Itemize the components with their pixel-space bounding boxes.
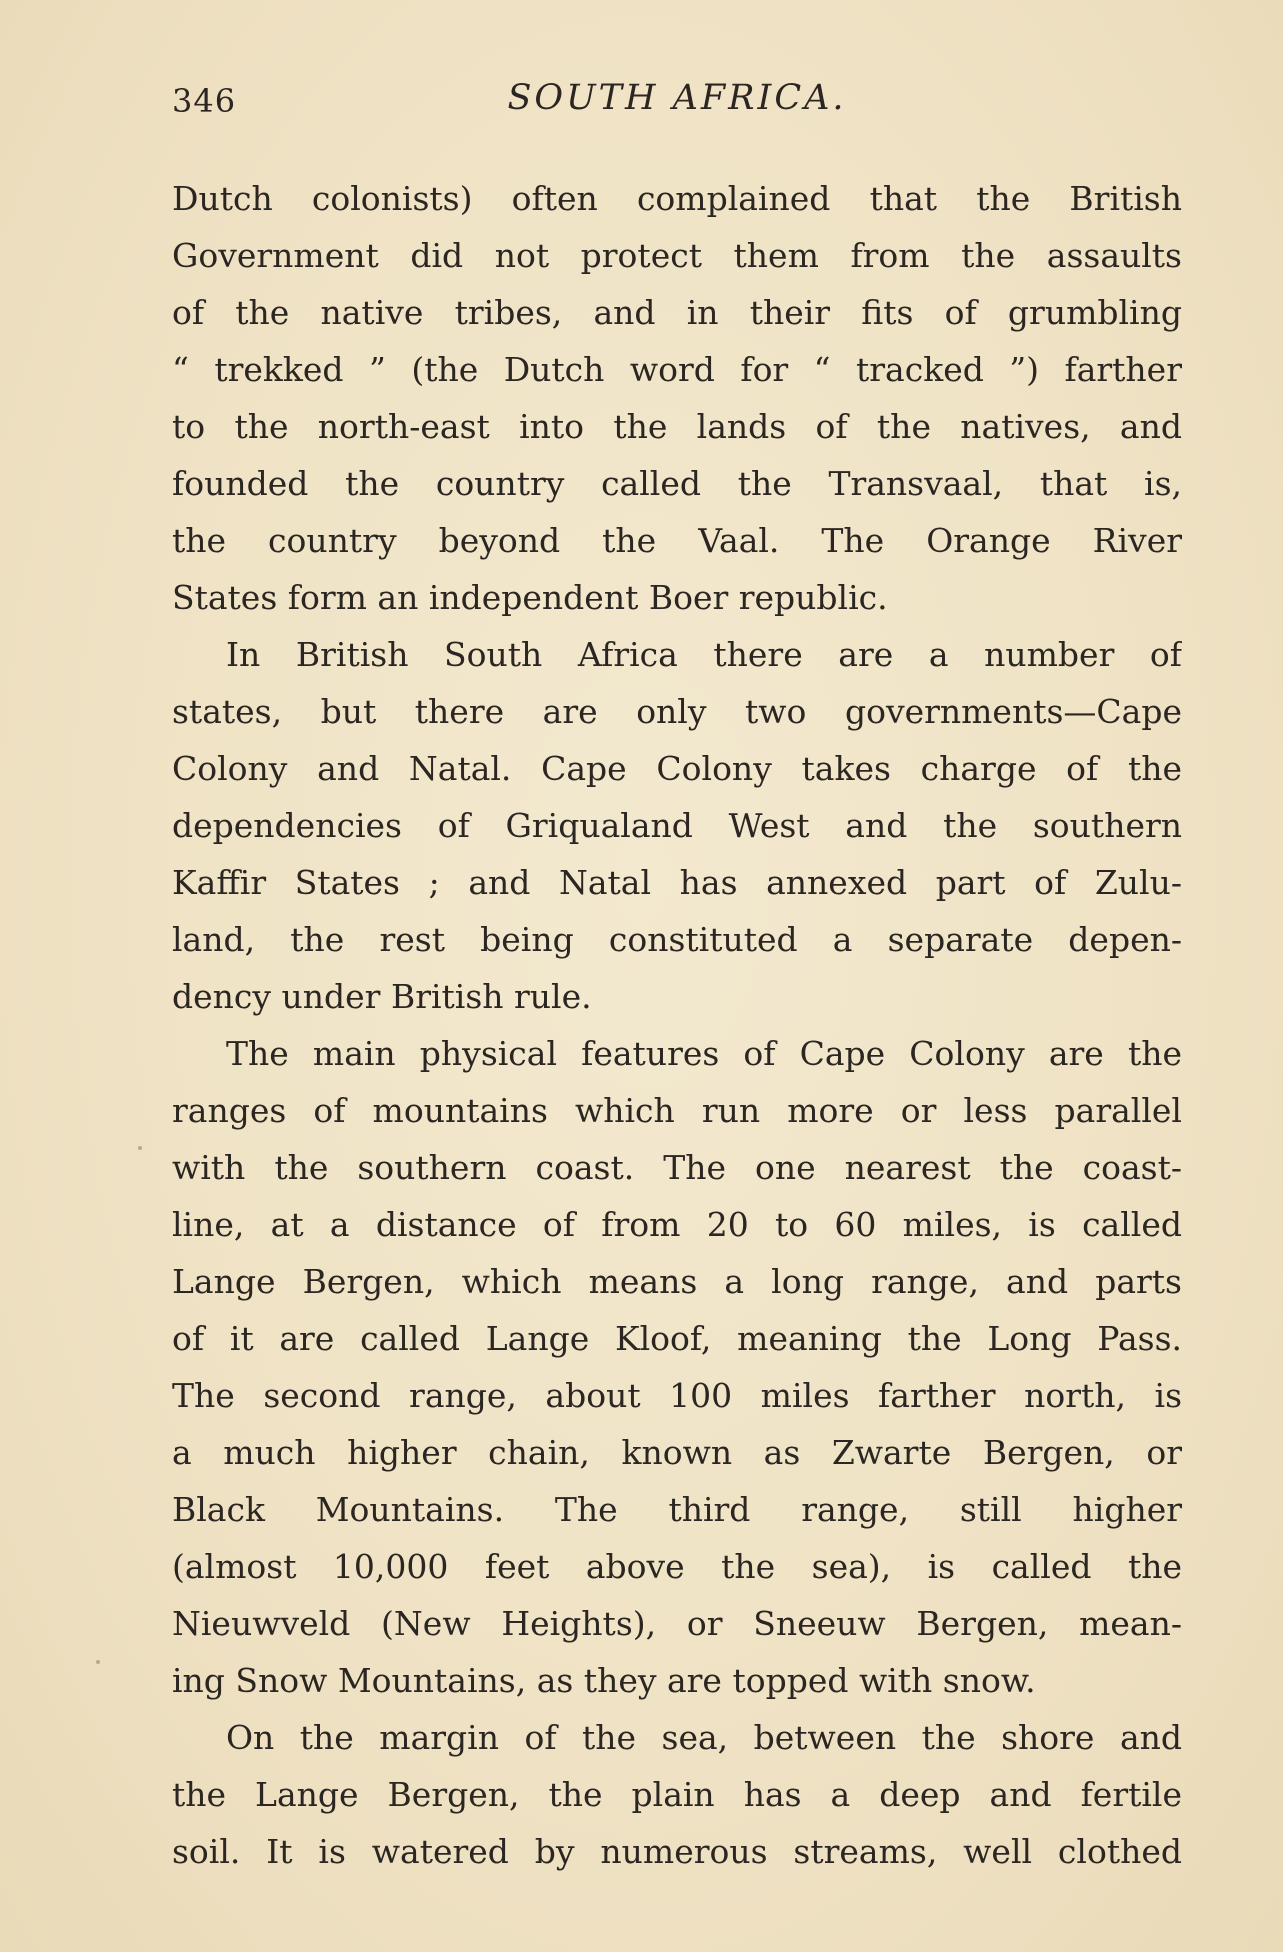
text-line: states, but there are only two governments—Cape bbox=[172, 692, 1182, 731]
text-line: the country beyond the Vaal. The Orange River bbox=[172, 521, 1182, 560]
text-line: Government did not protect them from the assaults bbox=[172, 236, 1182, 275]
text-line: land, the rest being constituted a separate depen- bbox=[172, 920, 1182, 959]
text-line: ranges of mountains which run more or less parallel bbox=[172, 1091, 1182, 1130]
paper-speck bbox=[96, 1660, 100, 1664]
text-line: to the north-east into the lands of the natives, and bbox=[172, 407, 1182, 446]
text-line: Lange Bergen, which means a long range, and parts bbox=[172, 1262, 1182, 1301]
text-line: Black Mountains. The third range, still higher bbox=[172, 1490, 1182, 1529]
text-line: Kaffir States ; and Natal has annexed part of Zulu- bbox=[172, 863, 1182, 902]
text-line: soil. It is watered by numerous streams, well clothed bbox=[172, 1832, 1182, 1871]
text-line: In British South Africa there are a number of bbox=[226, 635, 1182, 674]
running-title: SOUTH AFRICA. bbox=[507, 78, 847, 118]
text-line: States form an independent Boer republic. bbox=[172, 578, 888, 617]
body-text bbox=[172, 170, 1182, 1880]
text-line: line, at a distance of from 20 to 60 miles, is called bbox=[172, 1205, 1182, 1244]
text-line: a much higher chain, known as Zwarte Bergen, or bbox=[172, 1433, 1182, 1472]
text-line: The main physical features of Cape Colony are the bbox=[226, 1034, 1182, 1073]
text-line: Dutch colonists) often complained that the British bbox=[172, 179, 1182, 218]
text-line: dency under British rule. bbox=[172, 977, 592, 1016]
text-line: with the southern coast. The one nearest the coast- bbox=[172, 1148, 1182, 1187]
text-line: ing Snow Mountains, as they are topped with snow. bbox=[172, 1661, 1036, 1700]
text-line: The second range, about 100 miles farther north, is bbox=[172, 1376, 1182, 1415]
text-line: “ trekked ” (the Dutch word for “ tracked ”) farther bbox=[172, 350, 1182, 389]
text-line: of it are called Lange Kloof, meaning the Long Pass. bbox=[172, 1319, 1182, 1358]
text-line: founded the country called the Transvaal, that is, bbox=[172, 464, 1182, 503]
text-line: Nieuwveld (New Heights), or Sneeuw Bergen, mean- bbox=[172, 1604, 1182, 1643]
text-line: the Lange Bergen, the plain has a deep and fertile bbox=[172, 1775, 1182, 1814]
text-line: (almost 10,000 feet above the sea), is called the bbox=[172, 1547, 1182, 1586]
page-number: 346 bbox=[172, 82, 237, 120]
text-line: of the native tribes, and in their fits of grumbling bbox=[172, 293, 1182, 332]
paper-speck bbox=[138, 1146, 142, 1150]
text-line: On the margin of the sea, between the shore and bbox=[226, 1718, 1182, 1757]
text-line: Colony and Natal. Cape Colony takes charge of the bbox=[172, 749, 1182, 788]
text-line: dependencies of Griqualand West and the southern bbox=[172, 806, 1182, 845]
page-header bbox=[172, 78, 1182, 128]
